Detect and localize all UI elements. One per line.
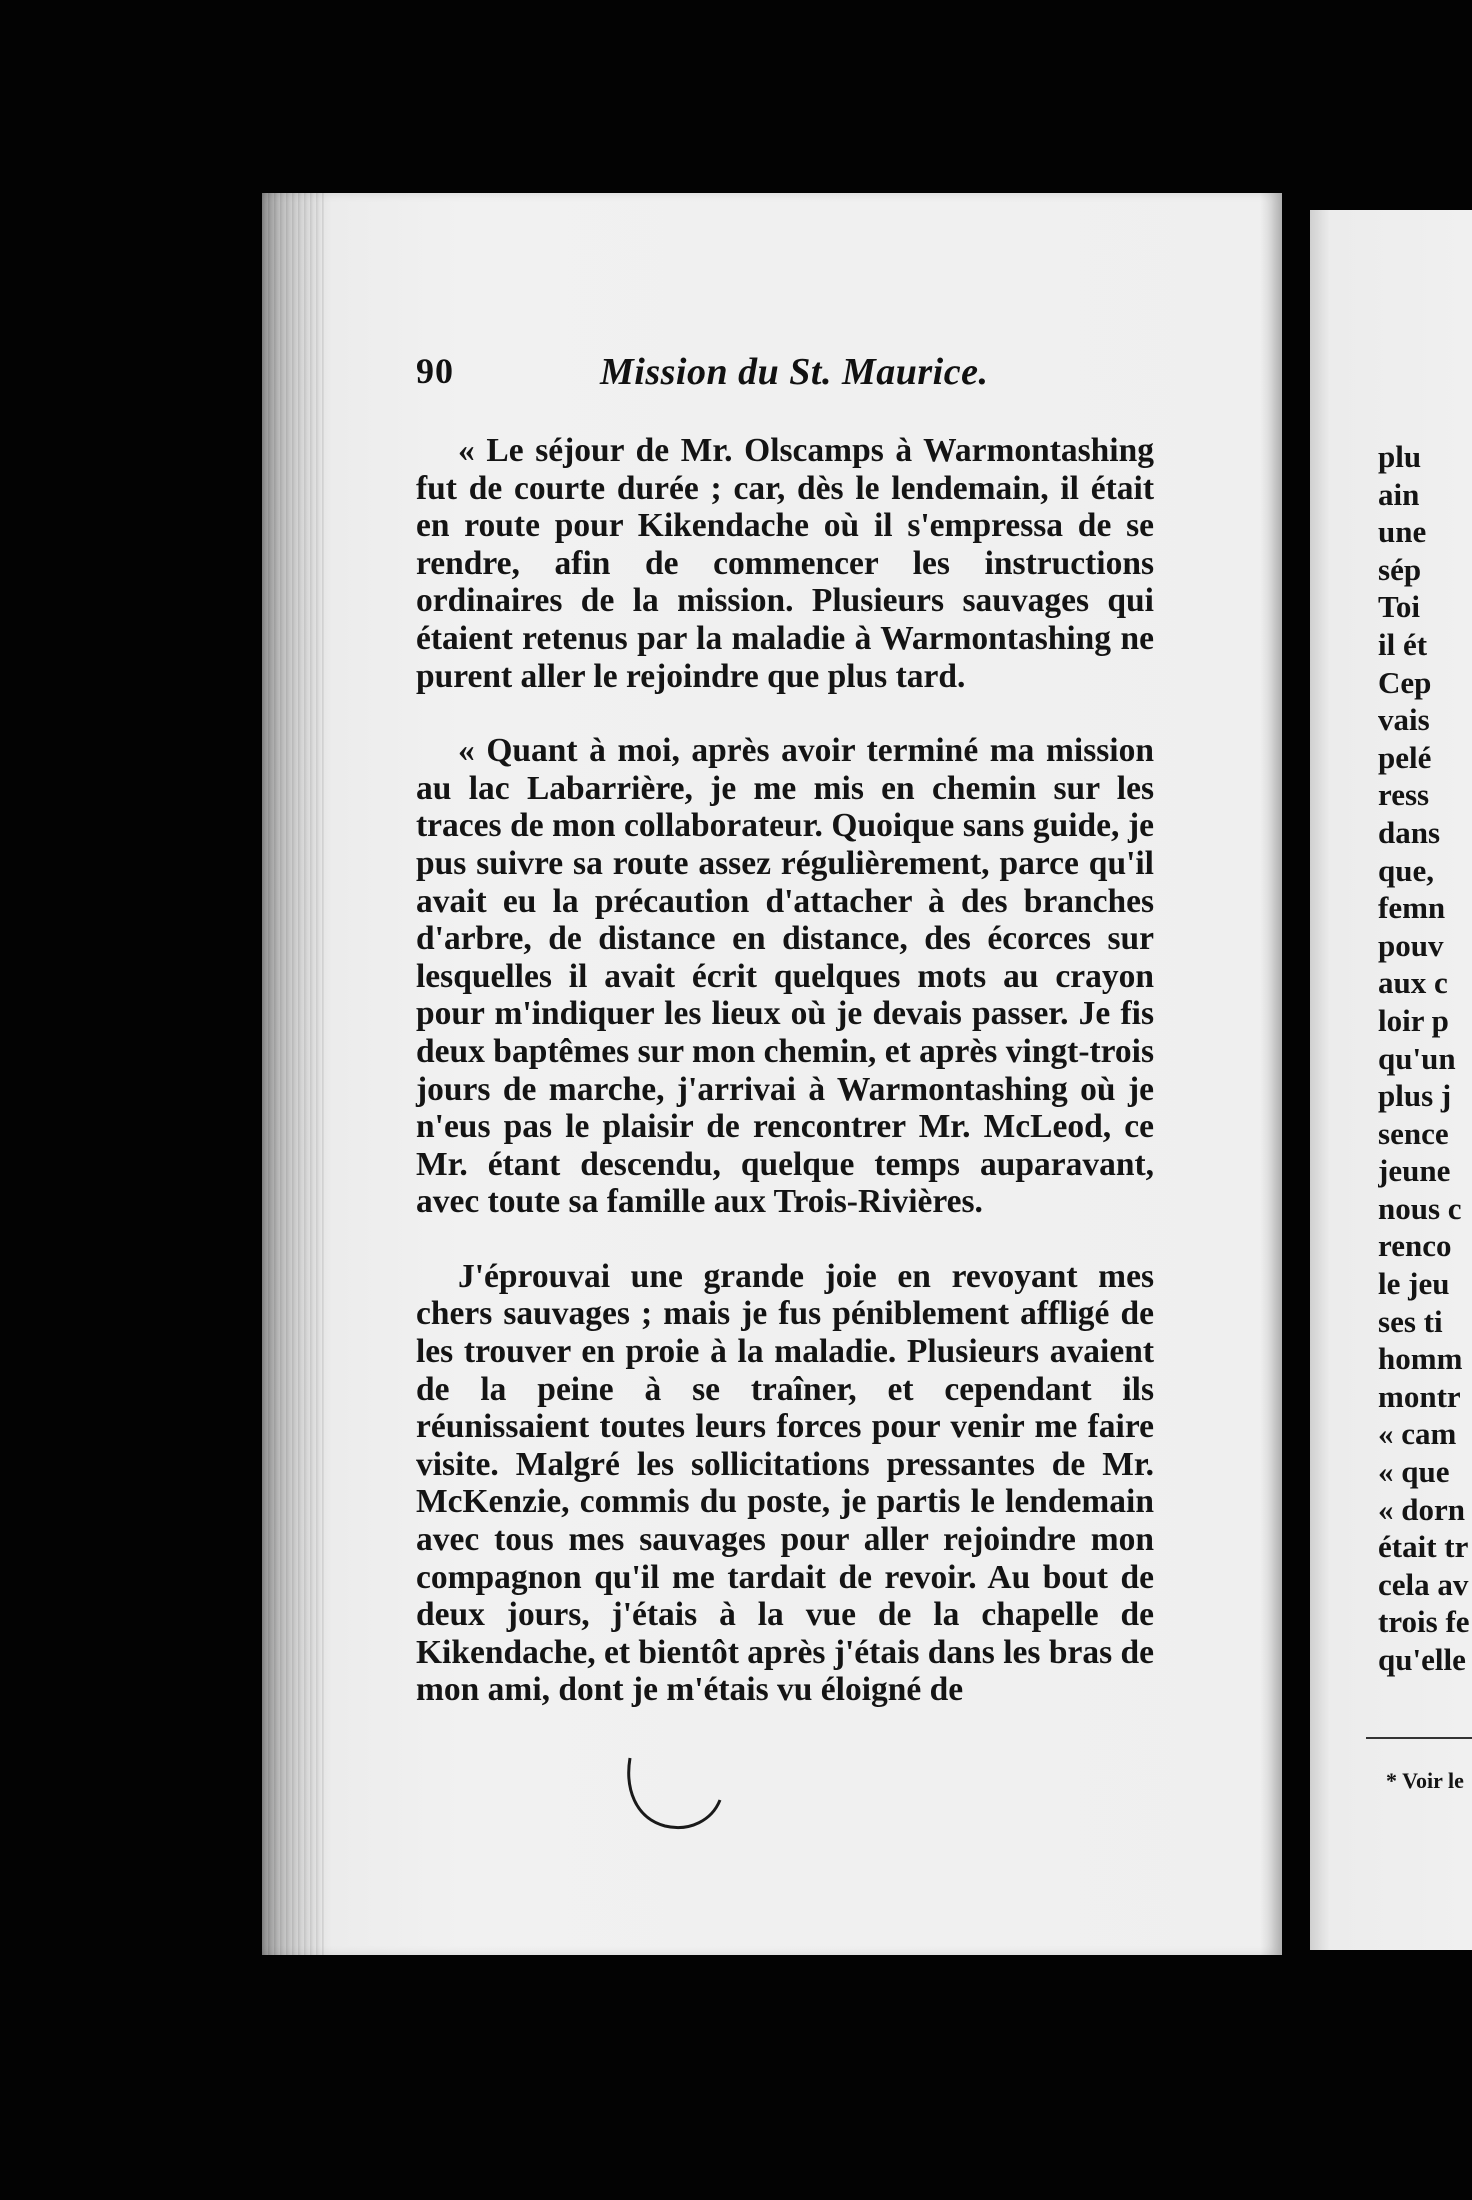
pen-mark-icon (600, 1748, 740, 1838)
right-line: femn (1378, 890, 1446, 926)
right-line: dans (1378, 814, 1441, 850)
right-line: pelé (1378, 739, 1432, 775)
right-line: « dorn (1378, 1491, 1465, 1527)
right-line: montr (1378, 1378, 1461, 1414)
right-line: sép (1378, 551, 1422, 587)
right-line: il ét (1378, 626, 1428, 662)
right-line: ain (1378, 476, 1420, 512)
running-head (416, 350, 1016, 410)
right-line: qu'un (1378, 1040, 1456, 1076)
right-line: le jeu (1378, 1266, 1450, 1302)
right-line: « que (1378, 1454, 1450, 1490)
right-line: Toi (1378, 589, 1420, 625)
right-line: homm (1378, 1341, 1463, 1377)
right-line: pouv (1378, 927, 1444, 963)
right-line: « cam (1378, 1416, 1457, 1452)
right-line: aux c (1378, 965, 1448, 1001)
page-number: 90 (416, 351, 454, 391)
right-line: était tr (1378, 1529, 1469, 1565)
right-page-text (1378, 438, 1472, 1679)
right-line: ress (1378, 777, 1430, 813)
right-line: que, (1378, 852, 1434, 888)
paragraph-3: J'éprouvai une grande joie en revoyant mes chers sauvages ; mais je fus péniblement affligé de les trouver en proie à la maladie. Plusieurs avaient de la peine à se traîner, et cependant ils réunissaient toutes leurs forces pour venir me faire visite. Malgré les sollicitations pressantes de Mr. McKenzie, commis du poste, je partis le lendemain avec tous mes sauvages pour aller rejoindre mon compagnon qu'il me tardait de revoir. Au bout de deux jours, j'étais à la vue de la chapelle de Kikendache, et bientôt après j'étais dans les bras de mon ami, dont je m'étais vu éloigné de (416, 1257, 1154, 1709)
right-line: qu'elle (1378, 1642, 1466, 1677)
paragraph-1: « Le séjour de Mr. Olscamps à Warmontashing fut de courte durée ; car, dès le lendemain, il était en route pour Kikendache où il s'empressa de se rendre, afin de commencer les instructions ordinaires de la mission. Plusieurs sauvages qui étaient retenus par la maladie à Warmontashing ne purent aller le rejoindre que plus tard. (416, 432, 1154, 695)
right-line: nous c (1378, 1190, 1462, 1226)
body-text (416, 432, 1154, 1709)
right-line: trois fe (1378, 1604, 1470, 1640)
running-title: Mission du St. Maurice. (600, 351, 989, 393)
footnote-rule (1366, 1737, 1472, 1739)
right-line: vais (1378, 702, 1430, 738)
paragraph-2: « Quant à moi, après avoir terminé ma mission au lac Labarrière, je me mis en chemin sur les traces de mon collaborateur. Quoique sans guide, je pus suivre sa route assez régulièrement, parce qu'il avait eu la précaution d'attacher à des branches d'arbre, de distance en distance, des écorces sur lesquelles il avait écrit quelques mots au crayon pour m'indiquer les lieux où je devais passer. Je fis deux baptêmes sur mon chemin, et après vingt-trois jours de marche, j'arrivai à Warmontashing où je n'eus pas le plaisir de rencontrer Mr. McLeod, ce Mr. étant descendu, quelque temps auparavant, avec toute sa famille aux Trois-Rivières. (416, 732, 1154, 1221)
right-line: sence (1378, 1115, 1449, 1151)
right-line: plus j (1378, 1078, 1452, 1114)
right-line: loir p (1378, 1002, 1449, 1038)
right-line: plu (1378, 439, 1422, 474)
right-line: une (1378, 514, 1427, 550)
footnote: * Voir le (1386, 1768, 1464, 1793)
right-line: cela av (1378, 1566, 1469, 1602)
right-line: renco (1378, 1228, 1452, 1264)
right-line: ses ti (1378, 1303, 1443, 1339)
right-line: Cep (1378, 664, 1432, 700)
right-line: jeune (1378, 1153, 1451, 1189)
